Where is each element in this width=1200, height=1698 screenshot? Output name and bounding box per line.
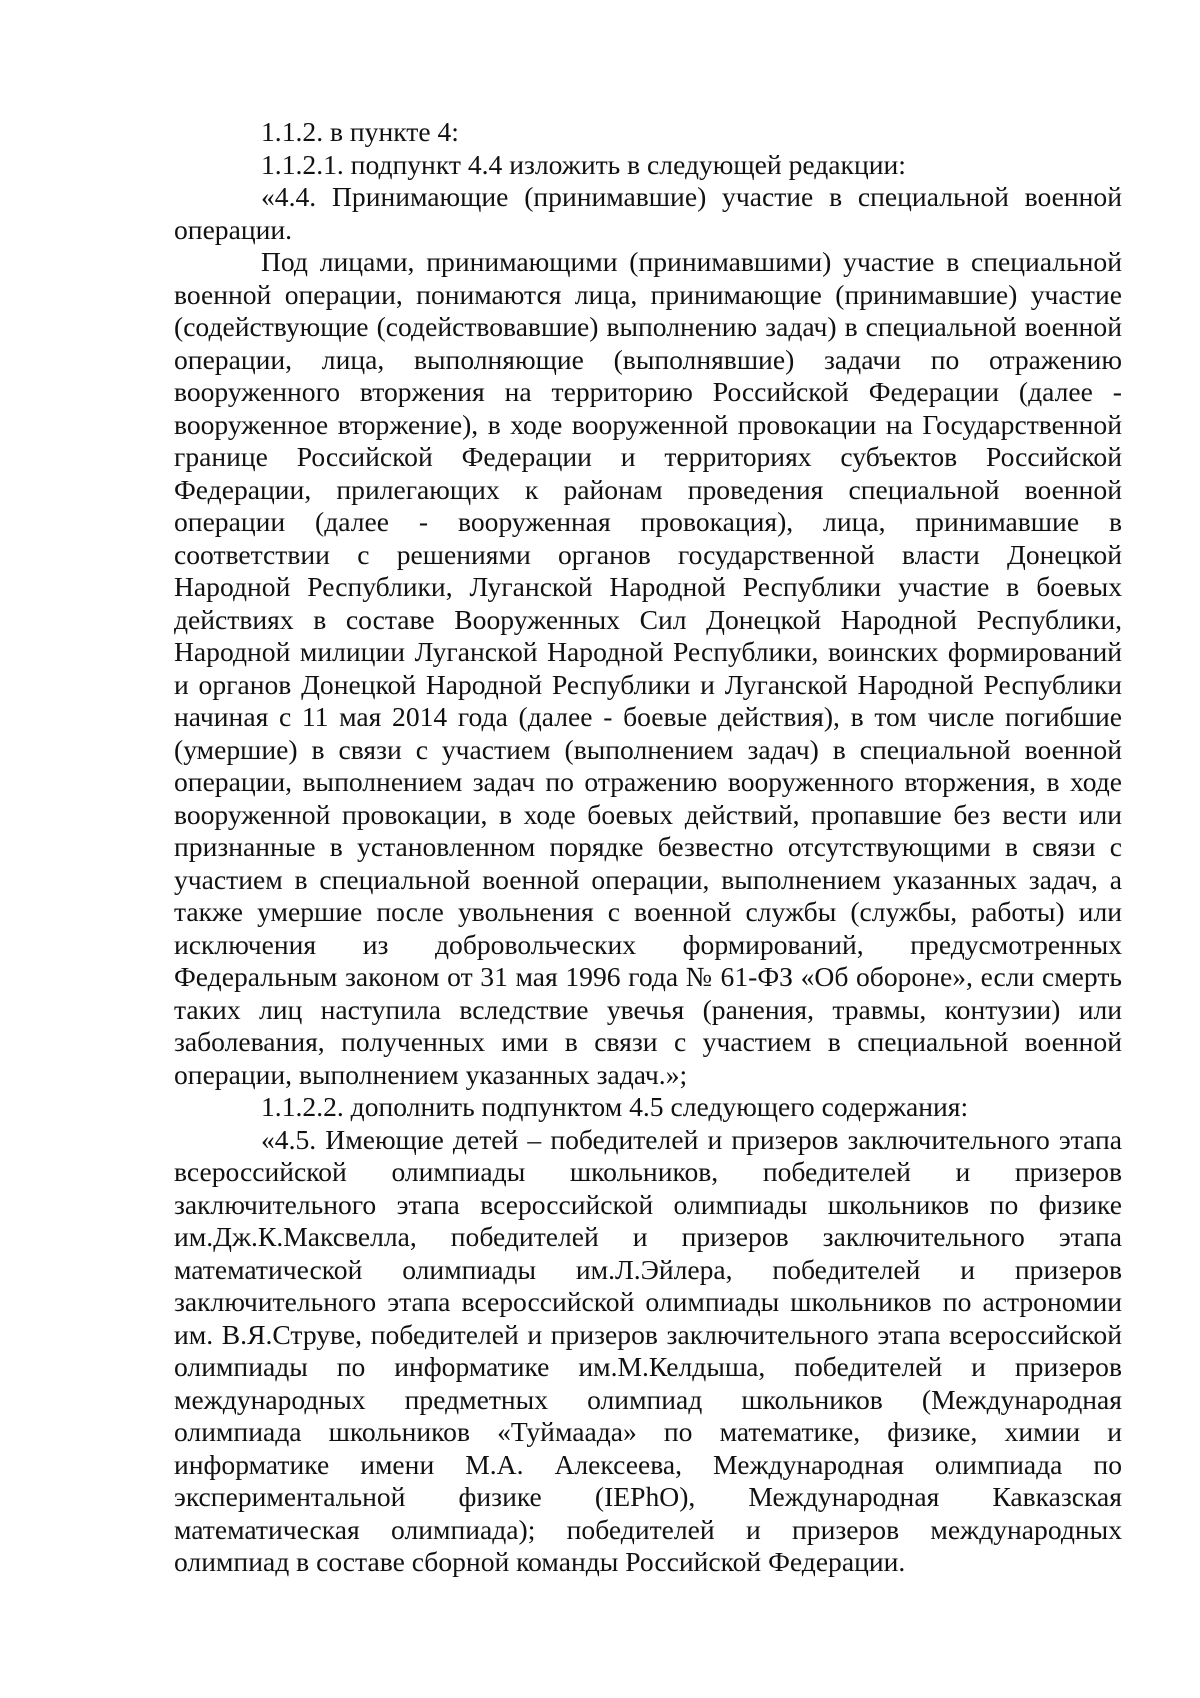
paragraph-subpoint-4-4-title: «4.4. Принимающие (принимавшие) участие в специальной военной операции. [174,181,1122,245]
paragraph-item-1-1-2: 1.1.2. в пункте 4: [261,116,459,147]
paragraph-item-1-1-2-1: 1.1.2.1. подпункт 4.4 изложить в следующей редакции: [261,148,906,180]
document-page [174,116,1122,1579]
paragraph-subpoint-4-4-definition: Под лицами, принимающими (принимавшими) участие в специальной военной операции, понимаются лица, принимающие (принимавшие) участие (содействующие (содействовавшие) выполнению задач) в специальной военной операции, лица, выполняющие (выполнявшие) задачи по отражению вооруженного вторжения на территорию Российской Федерации (далее - вооруженное вторжение), в ходе вооруженной провокации на Государственной границе Российской Федерации и территориях субъектов Российской Федерации, прилегающих к районам проведения специальной военной операции (далее - вооруженная провокация), лица, принимавшие в соответствии с решениями органов государственной власти Донецкой Народной Республики, Луганской Народной Республики участие в боевых действиях в составе Вооруженных Сил Донецкой Народной Республики, Народной милиции Луганской Народной Республики, воинских формирований и органов Донецкой Народной Республики и Луганской Народной Республики начиная с 11 мая 2014 года (далее - боевые действия), в том числе погибшие (умершие) в связи с участием (выполнением задач) в специальной военной операции, выполнением задач по отражению вооруженного вторжения, в ходе вооруженной провокации, в ходе боевых действий, пропавшие без вести или признанные в установленном порядке безвестно отсутствующими в связи с участием в специальной военной операции, выполнением указанных задач, а также умершие после увольнения с военной службы (службы, работы) или исключения из добровольческих формирований, предусмотренных Федеральным законом от 31 мая 1996 года № 61-ФЗ «Об обороне», если смерть таких лиц наступила вследствие увечья (ранения, травмы, контузии) или заболевания, полученных ими в связи с участием в специальной военной операции, выполнением указанных задач.»; [174,246,1122,1090]
paragraph-item-1-1-2-2: 1.1.2.2. дополнить подпунктом 4.5 следующего содержания: [261,1091,969,1122]
paragraph-subpoint-4-5: «4.5. Имеющие детей – победителей и призеров заключительного этапа всероссийской олимпиады школьников, победителей и призеров заключительного этапа всероссийской олимпиады школьников по физике им.Дж.К.Максвелла, победителей и призеров заключительного этапа математической олимпиады им.Л.Эйлера, победителей и призеров заключительного этапа всероссийской олимпиады школьников по астрономии им. В.Я.Струве, победителей и призеров заключительного этапа всероссийской олимпиады по информатике им.М.Келдыша, победителей и призеров международных предметных олимпиад школьников (Международная олимпиада школьников «Туймаада» по математике, физике, химии и информатике имени М.А. Алексеева, Международная олимпиада по экспериментальной физике (IEPhO), Международная Кавказская математическая олимпиада); победителей и призеров международных олимпиад в составе сборной команды Российской Федерации. [174,1123,1122,1577]
